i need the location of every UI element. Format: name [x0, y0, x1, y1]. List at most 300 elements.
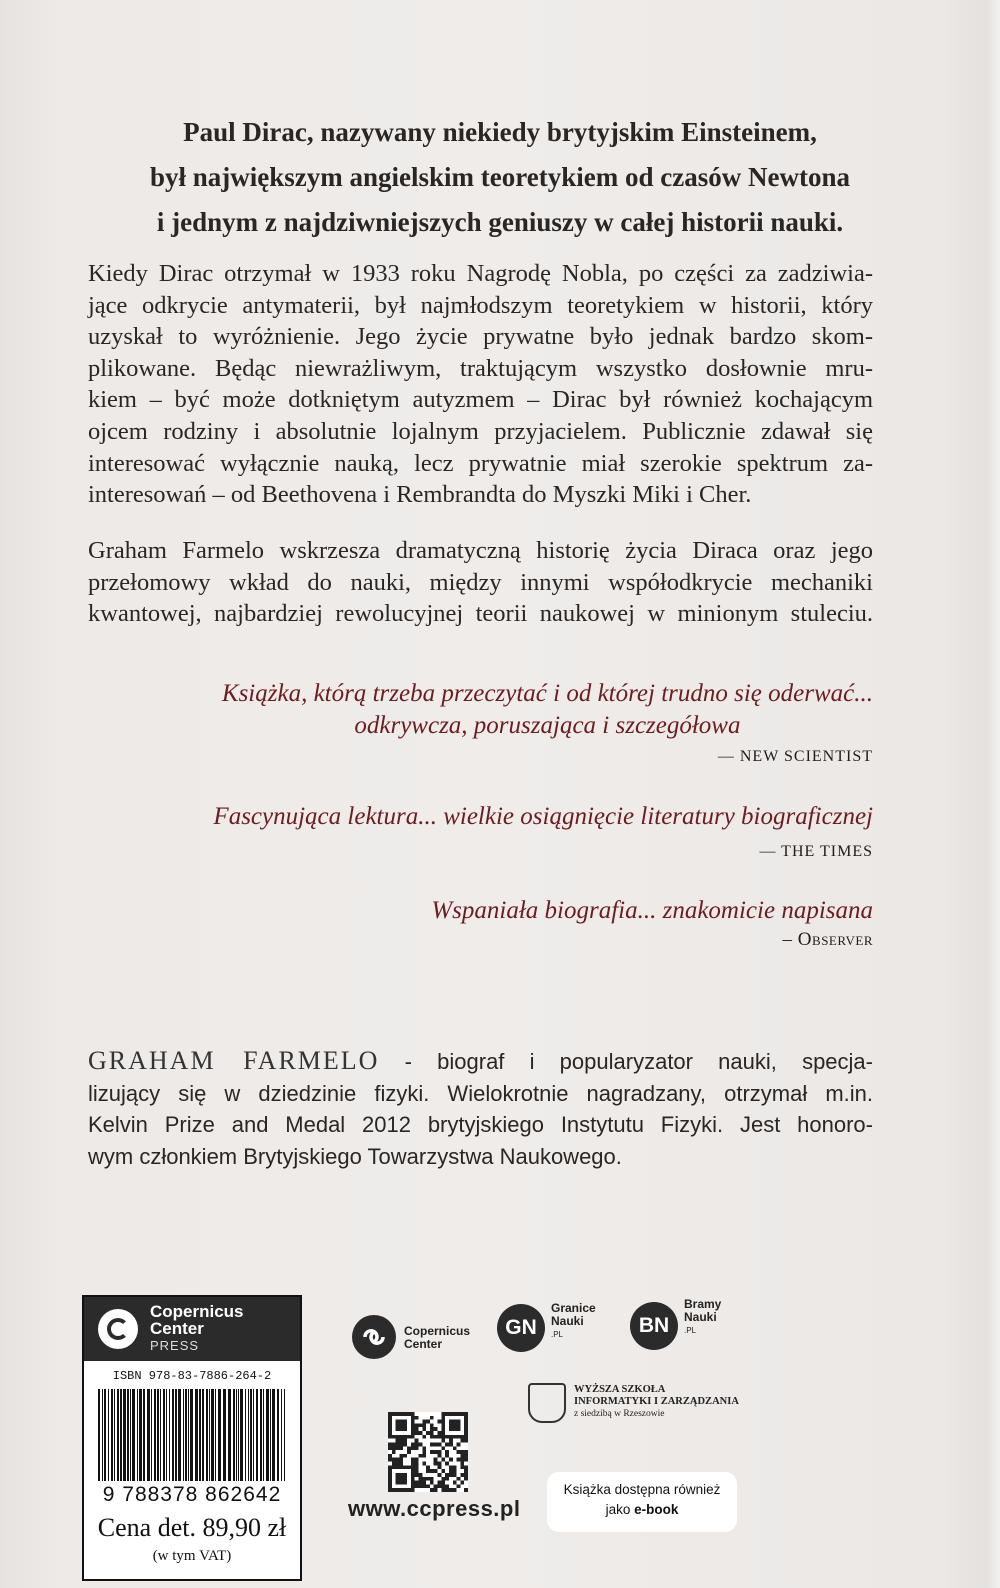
qr-module: [438, 1431, 442, 1435]
barcode-bar: [245, 1389, 246, 1481]
qr-module: [457, 1484, 461, 1488]
qr-module: [418, 1423, 422, 1427]
qr-module: [396, 1412, 400, 1416]
barcode-bar: [175, 1389, 177, 1481]
qr-module: [460, 1465, 464, 1469]
logo-label: [684, 1298, 721, 1337]
ebook-prefix: jako: [605, 1502, 635, 1517]
qr-module: [441, 1484, 445, 1488]
qr-module: [453, 1473, 457, 1477]
bio-text: - biograf i popularyzator nauki, specja-: [379, 1049, 873, 1074]
qr-module: [411, 1473, 415, 1477]
barcode-bar: [256, 1389, 258, 1481]
qr-module: [453, 1435, 457, 1439]
barcode-bar: [240, 1389, 243, 1481]
qr-module: [449, 1488, 453, 1492]
intro-line: był największym angielskim teoretykiem od czasów Newtona: [150, 162, 850, 192]
gn-mark: GN: [497, 1304, 545, 1352]
barcode-bar: [185, 1389, 187, 1481]
qr-module: [411, 1427, 415, 1431]
bramy-nauki-logo: [630, 1296, 750, 1352]
qr-module: [441, 1431, 445, 1435]
qr-module: [460, 1412, 464, 1416]
qr-module: [430, 1481, 434, 1485]
barcode-bar: [281, 1389, 282, 1481]
qr-module: [388, 1484, 392, 1488]
barcode-bar: [250, 1389, 252, 1481]
qr-module: [399, 1420, 403, 1424]
vat-note: (w tym VAT): [152, 1548, 232, 1564]
quote-line: Książka, którą trzeba przeczytać i od której trudno się oderwać...: [221, 680, 873, 707]
qr-module: [441, 1446, 445, 1450]
qr-module: [418, 1477, 422, 1481]
qr-module: [388, 1488, 392, 1492]
cover-edge: [986, 0, 1000, 1588]
qr-module: [457, 1427, 461, 1431]
logo-line: Bramy: [684, 1297, 722, 1311]
review-source-2: — THE TIMES: [759, 843, 873, 860]
qr-module: [438, 1450, 442, 1454]
logo-label: [404, 1325, 470, 1351]
qr-module: [441, 1416, 445, 1420]
qr-module: [388, 1442, 392, 1446]
qr-module: [399, 1481, 403, 1485]
logo-line: Granice: [551, 1301, 596, 1315]
text-line: wym członkiem Brytyjskiego Towarzystwa Naukowego.: [88, 1143, 622, 1169]
qr-module: [388, 1458, 392, 1462]
qr-module: [426, 1465, 430, 1469]
qr-module: [430, 1477, 434, 1481]
qr-module: [453, 1423, 457, 1427]
barcode-bar: [108, 1389, 109, 1481]
qr-module: [445, 1462, 449, 1466]
review-quote-3: [431, 895, 873, 927]
bn-mark: BN: [630, 1302, 678, 1350]
text-line: [88, 1045, 873, 1078]
qr-module: [430, 1416, 434, 1420]
qr-module: [457, 1420, 461, 1424]
barcode-bar: [127, 1389, 129, 1481]
barcode-bar: [248, 1389, 249, 1481]
qr-module: [460, 1462, 464, 1466]
qr-module: [422, 1454, 426, 1458]
barcode-bar: [104, 1389, 106, 1481]
qr-module: [388, 1465, 392, 1469]
qr-module: [464, 1488, 468, 1492]
qr-module: [388, 1427, 392, 1431]
qr-module: [392, 1458, 396, 1462]
qr-module: [422, 1423, 426, 1427]
qr-module: [388, 1469, 392, 1473]
qr-module: [460, 1458, 464, 1462]
qr-module: [392, 1412, 396, 1416]
qr-module: [453, 1446, 457, 1450]
qr-module: [403, 1439, 407, 1443]
qr-module: [441, 1477, 445, 1481]
qr-module: [430, 1423, 434, 1427]
qr-module: [464, 1435, 468, 1439]
text-line: plikowane. Będąc niewrażliwym, traktującym wszystko dosłownie mru-: [88, 354, 873, 382]
publisher-line: Copernicus: [150, 1302, 244, 1321]
barcode-bar: [236, 1389, 237, 1481]
intro-line: i jednym z najdziwniejszych geniuszy w całej historii nauki.: [156, 207, 844, 237]
barcode-bar: [209, 1389, 210, 1481]
text-line: jące odkrycie antymaterii, był najmłodszym teoretykiem w historii, który: [88, 291, 873, 319]
qr-module: [464, 1427, 468, 1431]
qr-module: [388, 1481, 392, 1485]
qr-module: [460, 1481, 464, 1485]
qr-module: [457, 1435, 461, 1439]
barcode-bar: [154, 1389, 156, 1481]
qr-module: [430, 1469, 434, 1473]
barcode-bar: [139, 1389, 142, 1481]
qr-module: [411, 1462, 415, 1466]
qr-module: [430, 1431, 434, 1435]
qr-module: [464, 1412, 468, 1416]
qr-module: [396, 1458, 400, 1462]
text-line: uzyskał to wyróżnienie. Jego życie prywatne było jednak bardzo skom-: [88, 323, 873, 351]
text-line: Graham Farmelo wskrzesza dramatyczną historię życia Diraca oraz jego: [88, 537, 873, 564]
qr-module: [399, 1458, 403, 1462]
qr-module: [453, 1481, 457, 1485]
qr-module: [388, 1446, 392, 1450]
qr-module: [438, 1484, 442, 1488]
qr-module: [441, 1469, 445, 1473]
description-paragraph-2: [88, 535, 873, 630]
qr-module: [396, 1423, 400, 1427]
qr-module: [411, 1469, 415, 1473]
review-source-1: — NEW SCIENTIST: [717, 748, 873, 765]
barcode-bar: [120, 1389, 122, 1481]
barcode-price-box: [82, 1295, 302, 1581]
qr-module: [407, 1450, 411, 1454]
quote-line: Fascynująca lektura... wielkie osiągnięcie literatury biograficznej: [213, 803, 873, 830]
qr-module: [441, 1435, 445, 1439]
qr-module: [460, 1473, 464, 1477]
barcode-bar: [163, 1389, 165, 1481]
qr-module: [464, 1473, 468, 1477]
publisher-line: Center: [150, 1319, 204, 1338]
qr-module: [434, 1462, 438, 1466]
qr-module: [396, 1462, 400, 1466]
barcode-bar: [228, 1389, 231, 1481]
qr-module: [396, 1473, 400, 1477]
qr-module: [438, 1454, 442, 1458]
barcode-bar: [270, 1389, 271, 1481]
barcode-bar: [166, 1389, 167, 1481]
barcode-bar: [132, 1389, 135, 1481]
qr-module: [426, 1431, 430, 1435]
qr-module: [415, 1473, 419, 1477]
granice-nauki-logo: [497, 1300, 617, 1356]
text-line: interesowań – od Beethovena i Rembrandta do Myszki Miki i Cher.: [88, 481, 752, 509]
qr-module: [411, 1477, 415, 1481]
copernicus-center-logo: [352, 1313, 482, 1363]
barcode-bar: [260, 1389, 262, 1481]
qr-module: [453, 1412, 457, 1416]
qr-module: [449, 1435, 453, 1439]
qr-module: [396, 1442, 400, 1446]
barcode-bar: [277, 1389, 279, 1481]
barcode-bar: [130, 1389, 131, 1481]
qr-module: [426, 1484, 430, 1488]
qr-module: [399, 1465, 403, 1469]
qr-module: [407, 1488, 411, 1492]
logo-line: INFORMATYKI I ZARZĄDZANIA: [574, 1396, 739, 1407]
qr-module: [441, 1420, 445, 1424]
qr-module: [415, 1458, 419, 1462]
barcode-bar: [137, 1389, 138, 1481]
qr-module: [415, 1416, 419, 1420]
qr-module: [422, 1484, 426, 1488]
qr-module: [426, 1477, 430, 1481]
qr-module: [422, 1481, 426, 1485]
qr-module: [407, 1446, 411, 1450]
qr-module: [453, 1420, 457, 1424]
qr-module: [430, 1435, 434, 1439]
text-line: interesować wyłącznie nauką, lecz prywatnie miał szerokie spektrum za-: [88, 449, 873, 477]
qr-module: [460, 1450, 464, 1454]
qr-module: [403, 1488, 407, 1492]
qr-module: [399, 1488, 403, 1492]
qr-module: [441, 1458, 445, 1462]
barcode-bar: [199, 1389, 201, 1481]
qr-module: [434, 1469, 438, 1473]
barcode-bar: [206, 1389, 208, 1481]
intro-blurb: [70, 110, 930, 245]
qr-module: [396, 1465, 400, 1469]
logo-line: Center: [404, 1337, 443, 1351]
isbn-text: ISBN 978-83-7886-264-2: [112, 1369, 272, 1383]
review-quote-2: [213, 801, 873, 833]
qr-module: [411, 1488, 415, 1492]
qr-module: [422, 1435, 426, 1439]
qr-module: [438, 1420, 442, 1424]
quote-line: odkrywcza, poruszająca i szczegółowa: [354, 712, 741, 739]
qr-module: [438, 1465, 442, 1469]
publisher-url[interactable]: www.ccpress.pl: [348, 1496, 521, 1521]
qr-module: [411, 1458, 415, 1462]
barcode-bar: [117, 1389, 119, 1481]
qr-module: [403, 1420, 407, 1424]
logo-line: Copernicus: [404, 1324, 471, 1338]
qr-module: [392, 1462, 396, 1466]
qr-module: [418, 1473, 422, 1477]
qr-module: [399, 1462, 403, 1466]
qr-module: [415, 1469, 419, 1473]
qr-module: [464, 1477, 468, 1481]
qr-module: [449, 1458, 453, 1462]
qr-module: [438, 1462, 442, 1466]
qr-module: [403, 1473, 407, 1477]
qr-module: [399, 1435, 403, 1439]
qr-module: [411, 1442, 415, 1446]
qr-module: [453, 1469, 457, 1473]
qr-module: [445, 1454, 449, 1458]
qr-module: [403, 1412, 407, 1416]
text-line: Kiedy Dirac otrzymał w 1933 roku Nagrodę Nobla, po części za zadziwia-: [88, 260, 873, 287]
qr-module: [441, 1488, 445, 1492]
qr-module: [392, 1450, 396, 1454]
text-line: lizujący się w dziedzinie fizyki. Wielokrotnie nagradzany, otrzymał m.in.: [88, 1080, 873, 1106]
qr-module: [399, 1477, 403, 1481]
qr-module: [441, 1427, 445, 1431]
qr-code-icon: [388, 1412, 468, 1492]
qr-module: [449, 1420, 453, 1424]
author-name: GRAHAM FARMELO: [88, 1046, 380, 1075]
barcode-bar: [266, 1389, 269, 1481]
qr-module: [388, 1473, 392, 1477]
barcode-bar: [123, 1389, 126, 1481]
barcode-bar: [202, 1389, 204, 1481]
qr-module: [415, 1481, 419, 1485]
qr-module: [418, 1484, 422, 1488]
qr-module: [460, 1439, 464, 1443]
qr-module: [415, 1484, 419, 1488]
qr-module: [457, 1442, 461, 1446]
text-line: Kelvin Prize and Medal 2012 brytyjskiego Instytutu Fizyki. Jest honoro-: [88, 1112, 873, 1137]
qr-module: [449, 1473, 453, 1477]
review-quote-1: [222, 678, 873, 742]
qr-module: [407, 1465, 411, 1469]
barcode-bar: [211, 1389, 214, 1481]
qr-module: [438, 1481, 442, 1485]
qr-module: [403, 1423, 407, 1427]
qr-module: [399, 1473, 403, 1477]
qr-module: [399, 1454, 403, 1458]
wsiz-logo: [528, 1380, 748, 1424]
qr-module: [396, 1477, 400, 1481]
qr-module: [422, 1462, 426, 1466]
qr-module: [411, 1465, 415, 1469]
logo-line: WYŻSZA SZKOŁA: [574, 1384, 666, 1395]
qr-module: [399, 1427, 403, 1431]
copernicus-logo-icon: [98, 1309, 138, 1349]
qr-module: [392, 1488, 396, 1492]
qr-module: [430, 1450, 434, 1454]
barcode-bar: [215, 1389, 216, 1481]
ebook-badge: [547, 1472, 737, 1532]
qr-module: [388, 1420, 392, 1424]
qr-module: [399, 1439, 403, 1443]
qr-module: [392, 1435, 396, 1439]
qr-module: [399, 1442, 403, 1446]
qr-module: [453, 1465, 457, 1469]
qr-module: [449, 1442, 453, 1446]
qr-module: [426, 1469, 430, 1473]
barcode-bar: [114, 1389, 115, 1481]
barcode-bar: [169, 1389, 170, 1481]
qr-module: [430, 1442, 434, 1446]
qr-module: [449, 1469, 453, 1473]
qr-module: [445, 1412, 449, 1416]
qr-module: [411, 1484, 415, 1488]
qr-module: [422, 1477, 426, 1481]
barcode-bar: [147, 1389, 150, 1481]
qr-module: [422, 1420, 426, 1424]
copernicus-logo-icon: [352, 1315, 396, 1359]
qr-module: [449, 1412, 453, 1416]
qr-module: [460, 1454, 464, 1458]
qr-module: [445, 1488, 449, 1492]
qr-module: [415, 1462, 419, 1466]
publisher-line: PRESS: [150, 1338, 200, 1353]
qr-module: [453, 1427, 457, 1431]
barcode-bar: [188, 1389, 189, 1481]
qr-module: [426, 1420, 430, 1424]
qr-module: [396, 1446, 400, 1450]
qr-module: [430, 1488, 434, 1492]
ebook-line: Książka dostępna również: [563, 1482, 721, 1497]
qr-module: [449, 1423, 453, 1427]
barcode-bar: [272, 1389, 275, 1481]
barcode-bar: [233, 1389, 235, 1481]
qr-module: [388, 1412, 392, 1416]
text-line: kiem – być może dotkniętym autyzmem – Dirac był również kochającym: [88, 386, 873, 414]
qr-module: [434, 1442, 438, 1446]
qr-module: [392, 1442, 396, 1446]
qr-module: [445, 1435, 449, 1439]
qr-module: [445, 1477, 449, 1481]
qr-module: [396, 1427, 400, 1431]
qr-module: [418, 1442, 422, 1446]
qr-module: [396, 1435, 400, 1439]
qr-module: [449, 1439, 453, 1443]
qr-module: [445, 1450, 449, 1454]
qr-module: [418, 1481, 422, 1485]
qr-module: [392, 1465, 396, 1469]
qr-module: [449, 1465, 453, 1469]
qr-module: [403, 1454, 407, 1458]
qr-module: [411, 1431, 415, 1435]
qr-module: [399, 1446, 403, 1450]
barcode-bar: [223, 1389, 226, 1481]
barcode-icon: [98, 1389, 286, 1481]
qr-module: [418, 1431, 422, 1435]
logo-line: Nauki: [551, 1314, 584, 1328]
qr-module: [464, 1431, 468, 1435]
qr-module: [464, 1465, 468, 1469]
qr-module: [396, 1488, 400, 1492]
qr-module: [438, 1473, 442, 1477]
qr-module: [464, 1420, 468, 1424]
qr-module: [403, 1481, 407, 1485]
barcode-bar: [160, 1389, 161, 1481]
qr-module: [453, 1488, 457, 1492]
barcode-bar: [253, 1389, 254, 1481]
qr-module: [396, 1420, 400, 1424]
qr-module: [415, 1465, 419, 1469]
qr-module: [441, 1481, 445, 1485]
qr-module: [403, 1427, 407, 1431]
logo-line: .PL: [684, 1326, 697, 1335]
qr-module: [399, 1423, 403, 1427]
qr-module: [438, 1435, 442, 1439]
barcode-bar: [98, 1389, 100, 1481]
qr-module: [430, 1427, 434, 1431]
qr-module: [422, 1450, 426, 1454]
qr-module: [411, 1423, 415, 1427]
qr-module: [434, 1427, 438, 1431]
qr-module: [441, 1439, 445, 1443]
qr-module: [415, 1427, 419, 1431]
barcode-bar: [151, 1389, 152, 1481]
qr-module: [403, 1477, 407, 1481]
qr-module: [411, 1412, 415, 1416]
qr-module: [388, 1416, 392, 1420]
logo-line: Nauki: [684, 1310, 717, 1324]
qr-module: [434, 1450, 438, 1454]
